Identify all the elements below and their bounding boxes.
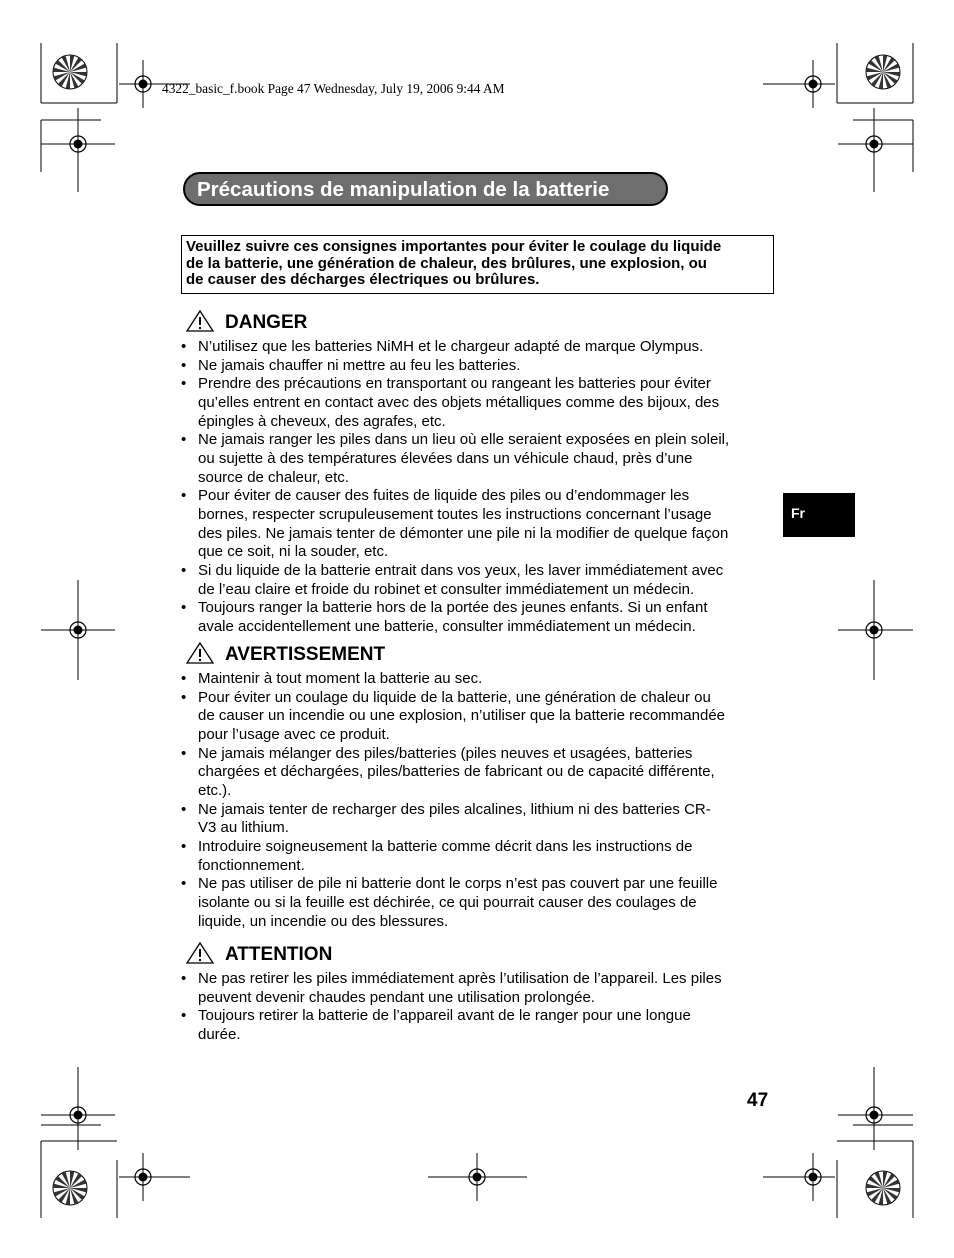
list-item xyxy=(181,970,776,1007)
list-item xyxy=(181,875,776,931)
color-wheel-icon xyxy=(866,1171,900,1205)
item-line: Toujours ranger la batterie hors de la portée des jeunes enfants. Si un enfant xyxy=(198,599,708,617)
item-line: ou sujette à des températures élevées dans un véhicule chaud, près d’une xyxy=(198,449,693,467)
item-line: Ne jamais ranger les piles dans un lieu où elle seraient exposées en plein soleil, xyxy=(198,431,730,449)
list-item xyxy=(181,562,776,599)
bullet: • xyxy=(181,837,187,855)
section-heading: AVERTISSEMENT xyxy=(225,644,386,665)
item-line: Prendre des précautions en transportant ou rangeant les batteries pour éviter xyxy=(198,375,711,393)
item-line: Ne pas retirer les piles immédiatement après l’utilisation de l’appareil. Les piles xyxy=(198,970,722,987)
page-title: Précautions de manipulation de la batterie xyxy=(197,178,610,201)
color-wheel-icon xyxy=(53,55,87,89)
item-line: N’utilisez que les batteries NiMH et le chargeur adapté de marque Olympus. xyxy=(198,338,704,355)
bullet: • xyxy=(181,875,187,893)
item-line: Ne jamais tenter de recharger des piles alcalines, lithium ni des batteries CR- xyxy=(198,800,711,818)
list-item xyxy=(181,375,776,431)
item-line: que ce soit, ni la souder, etc. xyxy=(198,543,389,561)
bullet: • xyxy=(181,431,187,449)
item-line: qu’elles entrent en contact avec des objets métalliques comme des bijoux, des xyxy=(198,393,720,411)
color-wheel-icon xyxy=(53,1171,87,1205)
list-item xyxy=(181,689,776,745)
bullet: • xyxy=(181,744,187,762)
bullet: • xyxy=(181,487,187,505)
bullet: • xyxy=(181,356,187,374)
color-wheel-icon xyxy=(866,55,900,89)
item-line: des piles. Ne jamais tenter de démonter une pile ni la modifier de quelque façon xyxy=(198,524,729,542)
item-line: de causer un incendie ou une explosion, n’utiliser que la batterie recommandée xyxy=(198,707,725,725)
item-line: V3 au lithium. xyxy=(198,819,289,837)
warning-triangle-icon xyxy=(185,941,215,965)
list-item xyxy=(181,670,776,689)
list-item xyxy=(181,745,776,801)
bullet: • xyxy=(181,970,187,987)
item-line: épingles à cheveux, des agrafes, etc. xyxy=(198,412,446,430)
item-line: Maintenir à tout moment la batterie au sec. xyxy=(198,670,483,687)
item-line: pour l’usage avec ce produit. xyxy=(198,725,390,743)
list-item xyxy=(181,431,776,487)
bullet: • xyxy=(181,338,187,355)
bullet: • xyxy=(181,599,187,617)
print-header: 4322_basic_f.book Page 47 Wednesday, July 19, 2006 9:44 AM xyxy=(162,81,505,96)
section-heading: ATTENTION xyxy=(225,944,333,965)
section-heading: DANGER xyxy=(225,312,308,333)
bullet: • xyxy=(181,375,187,393)
list-item xyxy=(181,357,776,376)
bullet: • xyxy=(181,688,187,706)
item-line: Toujours retirer la batterie de l’appareil avant de le ranger pour une longue xyxy=(198,1007,691,1025)
item-line: durée. xyxy=(198,1025,241,1043)
bullet: • xyxy=(181,1007,187,1025)
language-tab xyxy=(783,493,855,537)
list-item xyxy=(181,338,776,357)
item-line: Introduire soigneusement la batterie comme décrit dans les instructions de xyxy=(198,837,693,855)
warning-triangle-icon xyxy=(185,309,215,333)
section-title-banner xyxy=(183,172,668,206)
notice-line: de causer des décharges électriques ou brûlures. xyxy=(186,271,540,289)
list-item xyxy=(181,487,776,562)
item-line: liquide, un incendie ou des blessures. xyxy=(198,912,449,930)
item-line: Pour éviter de causer des fuites de liquide des piles ou d’endommager les xyxy=(198,487,690,505)
item-line: Si du liquide de la batterie entrait dans vos yeux, les laver immédiatement avec xyxy=(198,561,724,579)
danger-list xyxy=(181,338,776,637)
item-line: Ne jamais mélanger des piles/batteries (piles neuves et usagées, batteries xyxy=(198,744,693,762)
notice-box xyxy=(181,235,774,294)
bullet: • xyxy=(181,670,187,687)
bullet: • xyxy=(181,561,187,579)
bullet: • xyxy=(181,800,187,818)
attention-list xyxy=(181,970,776,1045)
list-item xyxy=(181,1007,776,1044)
warning-list xyxy=(181,670,776,931)
item-line: etc.). xyxy=(198,781,232,799)
list-item xyxy=(181,838,776,875)
item-line: avale accidentellement une batterie, consulter immédiatement un médecin. xyxy=(198,617,696,635)
page-number: 47 xyxy=(747,1090,769,1111)
item-line: chargées et déchargées, piles/batteries de fabricant ou de capacité différente, xyxy=(198,763,715,781)
item-line: isolante ou si la feuille est déchirée, ce qui pourrait causer des coulages de xyxy=(198,893,697,911)
item-line: source de chaleur, etc. xyxy=(198,468,349,486)
item-line: peuvent devenir chaudes pendant une utilisation prolongée. xyxy=(198,988,595,1006)
list-item xyxy=(181,801,776,838)
warning-triangle-icon xyxy=(185,641,215,665)
notice-line: Veuillez suivre ces consignes importantes pour éviter le coulage du liquide xyxy=(186,238,722,255)
notice-line: de la batterie, une génération de chaleur, des brûlures, une explosion, ou xyxy=(186,254,707,272)
item-line: Ne jamais chauffer ni mettre au feu les batteries. xyxy=(198,356,521,374)
list-item xyxy=(181,599,776,636)
language-tab-label: Fr xyxy=(791,505,805,521)
item-line: de l’eau claire et froide du robinet et consulter immédiatement un médecin. xyxy=(198,580,695,598)
item-line: Pour éviter un coulage du liquide de la batterie, une génération de chaleur ou xyxy=(198,688,711,706)
item-line: bornes, respecter scrupuleusement toutes les instructions concernant l’usage xyxy=(198,505,712,523)
item-line: Ne pas utiliser de pile ni batterie dont le corps n’est pas couvert par une feuille xyxy=(198,875,718,893)
item-line: fonctionnement. xyxy=(198,856,305,874)
